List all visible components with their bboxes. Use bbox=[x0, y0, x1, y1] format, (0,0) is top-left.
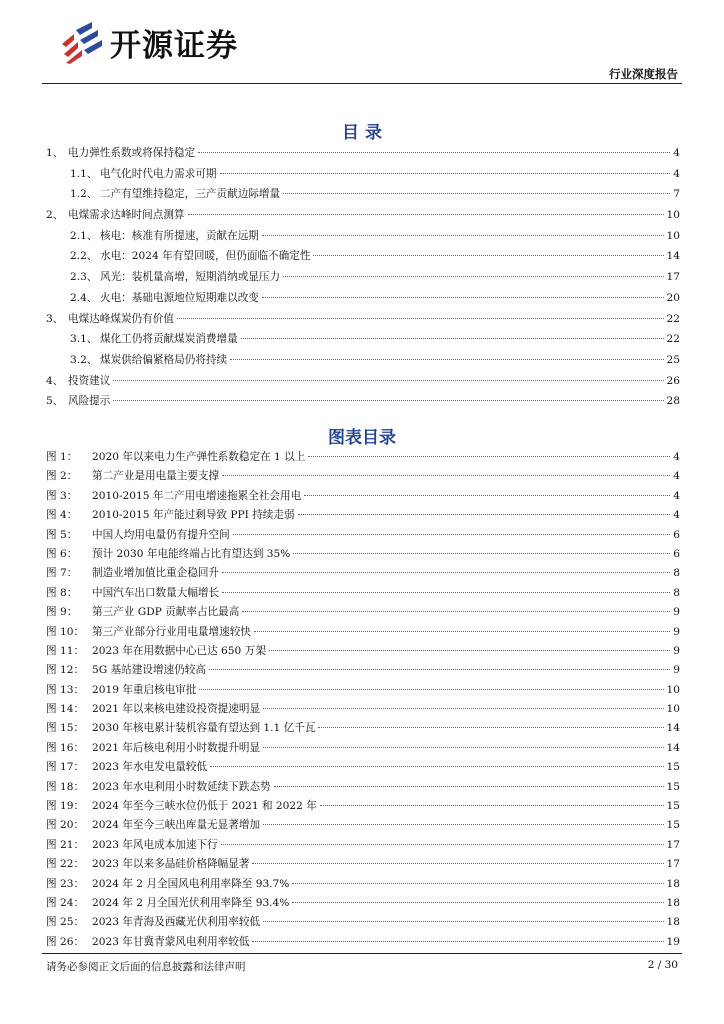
entry-label[interactable]: 第三产业 GDP 贡献率占比最高 bbox=[92, 606, 240, 619]
entry-label[interactable]: 第二产业是用电量主要支撑 bbox=[92, 470, 220, 483]
entry-page-number: 10 bbox=[666, 229, 680, 242]
dot-leader bbox=[262, 235, 664, 236]
entry-label[interactable]: 电煤达峰煤炭仍有价值 bbox=[68, 312, 174, 325]
dot-leader bbox=[113, 380, 663, 381]
entry-page-number: 18 bbox=[666, 916, 680, 929]
entry-page-number: 4 bbox=[673, 489, 680, 502]
entry-number: 图 15： bbox=[46, 722, 85, 735]
entry-number: 图 3： bbox=[46, 489, 78, 502]
figure-entry[interactable] bbox=[46, 895, 680, 914]
entry-label[interactable]: 2023 年水电利用小时数延续下跌态势 bbox=[92, 780, 271, 793]
dot-leader bbox=[242, 611, 670, 612]
logo-mark-icon bbox=[58, 20, 104, 64]
entry-number: 图 1： bbox=[46, 451, 78, 463]
entry-page-number: 14 bbox=[666, 722, 680, 735]
entry-label[interactable]: 2020 年以来电力生产弹性系数稳定在 1 以上 bbox=[92, 451, 306, 463]
figure-entry[interactable] bbox=[46, 682, 680, 701]
entry-number: 2.4、 bbox=[70, 291, 98, 304]
entry-number: 图 2： bbox=[46, 470, 78, 483]
entry-label[interactable]: 2023 年在用数据中心已达 650 万架 bbox=[92, 644, 266, 657]
entry-page-number: 18 bbox=[666, 896, 680, 909]
entry-page-number: 10 bbox=[666, 209, 680, 222]
entry-page-number: 17 bbox=[666, 858, 680, 871]
dot-leader bbox=[292, 902, 663, 903]
figure-entry[interactable] bbox=[46, 585, 680, 604]
toc-entry[interactable] bbox=[46, 248, 680, 269]
dot-leader bbox=[209, 669, 670, 670]
figure-entry[interactable] bbox=[46, 817, 680, 836]
entry-number: 图 12： bbox=[46, 664, 85, 677]
entry-label[interactable]: 5G 基站建设增速仍较高 bbox=[92, 664, 206, 677]
entry-label[interactable]: 电气化时代电力需求可期 bbox=[100, 167, 217, 180]
entry-number: 图 6： bbox=[46, 547, 78, 560]
dot-leader bbox=[283, 193, 670, 194]
entry-number: 3、 bbox=[46, 312, 64, 325]
entry-page-number: 4 bbox=[673, 167, 680, 180]
figure-entry[interactable] bbox=[46, 720, 680, 739]
dot-leader bbox=[269, 650, 670, 651]
dot-leader bbox=[188, 214, 664, 215]
entry-number: 1.1、 bbox=[70, 167, 98, 180]
entry-page-number: 25 bbox=[666, 353, 680, 366]
dot-leader bbox=[254, 631, 670, 632]
dot-leader bbox=[222, 572, 670, 573]
entry-label[interactable]: 2024 年至今三峡出库量无显著增加 bbox=[92, 819, 261, 832]
toc-entry[interactable] bbox=[46, 393, 680, 414]
entry-number: 1、 bbox=[46, 147, 64, 159]
entry-number: 图 7： bbox=[46, 567, 78, 580]
dot-leader bbox=[263, 824, 663, 825]
report-type-label: 行业深度报告 bbox=[609, 67, 678, 81]
figure-entry[interactable] bbox=[46, 507, 680, 526]
dot-leader bbox=[199, 689, 663, 690]
dot-leader bbox=[252, 941, 663, 942]
entry-label[interactable]: 中国汽车出口数量大幅增长 bbox=[92, 586, 220, 599]
figure-entry[interactable] bbox=[46, 488, 680, 507]
figure-entry[interactable] bbox=[46, 565, 680, 584]
entry-label[interactable]: 电煤需求达峰时间点测算 bbox=[68, 209, 185, 222]
entry-number: 图 20： bbox=[46, 819, 85, 832]
entry-label[interactable]: 2023 年以来多晶硅价格降幅显著 bbox=[92, 858, 250, 871]
entry-label[interactable]: 2021 年以来核电建设投资提速明显 bbox=[92, 703, 261, 716]
entry-number: 1.2、 bbox=[70, 188, 98, 201]
entry-page-number: 15 bbox=[666, 761, 680, 774]
toc-entry[interactable] bbox=[46, 186, 680, 207]
entry-number: 图 13： bbox=[46, 683, 85, 696]
figure-entry[interactable] bbox=[46, 914, 680, 933]
figure-entry[interactable] bbox=[46, 876, 680, 895]
figure-entry[interactable] bbox=[46, 856, 680, 875]
entry-page-number: 15 bbox=[666, 819, 680, 832]
entry-number: 图 21： bbox=[46, 838, 85, 851]
dot-leader bbox=[198, 152, 670, 153]
entry-number: 3.1、 bbox=[70, 333, 98, 346]
toc-entry[interactable] bbox=[46, 331, 680, 352]
entry-label[interactable]: 2023 年水电发电量较低 bbox=[92, 761, 208, 774]
dot-leader bbox=[233, 534, 671, 535]
entry-label[interactable]: 2024 年 2 月全国光伏利用率降至 93.4% bbox=[92, 896, 290, 909]
entry-label[interactable]: 2023 年青海及西藏光伏利用率较低 bbox=[92, 916, 261, 929]
entry-number: 3.2、 bbox=[70, 353, 98, 366]
dot-leader bbox=[220, 173, 671, 174]
entry-number: 图 19： bbox=[46, 800, 85, 813]
dot-leader bbox=[177, 318, 664, 319]
entry-page-number: 4 bbox=[673, 147, 680, 159]
dot-leader bbox=[313, 255, 663, 256]
figure-entry[interactable] bbox=[46, 798, 680, 817]
dot-leader bbox=[230, 359, 663, 360]
entry-number: 2.3、 bbox=[70, 271, 98, 284]
toc-entry[interactable] bbox=[46, 207, 680, 228]
dot-leader bbox=[318, 727, 663, 728]
figure-entry[interactable] bbox=[46, 837, 680, 856]
figure-entry[interactable] bbox=[46, 604, 680, 623]
entry-number: 图 18： bbox=[46, 780, 85, 793]
toc-entry[interactable] bbox=[46, 290, 680, 311]
entry-page-number: 4 bbox=[673, 451, 680, 463]
figure-entry[interactable] bbox=[46, 624, 680, 643]
dot-leader bbox=[222, 592, 670, 593]
toc-entry[interactable] bbox=[46, 311, 680, 332]
entry-label[interactable]: 风光：装机量高增，短期消纳或显压力 bbox=[100, 271, 281, 284]
dot-leader bbox=[320, 805, 664, 806]
figure-entry[interactable] bbox=[46, 934, 680, 953]
entry-number: 图 24： bbox=[46, 896, 85, 909]
entry-label[interactable]: 预计 2030 年电能终端占比有望达到 35% bbox=[92, 547, 291, 560]
dot-leader bbox=[210, 766, 663, 767]
dot-leader bbox=[241, 338, 664, 339]
entry-label[interactable]: 水电：2024 年有望回暖，但仍面临不确定性 bbox=[100, 250, 311, 263]
header-divider bbox=[42, 83, 682, 84]
entry-label[interactable]: 中国人均用电量仍有提升空间 bbox=[92, 528, 230, 541]
entry-number: 图 16： bbox=[46, 741, 85, 754]
logo-text: 开源证券 bbox=[110, 27, 238, 64]
entry-number: 图 4： bbox=[46, 509, 78, 522]
dot-leader bbox=[263, 747, 663, 748]
dot-leader bbox=[304, 495, 670, 496]
entry-page-number: 4 bbox=[673, 509, 680, 522]
entry-label[interactable]: 2010-2015 年产能过剩导致 PPI 持续走弱 bbox=[92, 509, 295, 522]
figure-entry[interactable] bbox=[46, 449, 680, 468]
entry-page-number: 10 bbox=[666, 683, 680, 696]
figure-entry[interactable] bbox=[46, 468, 680, 487]
dot-leader bbox=[263, 921, 663, 922]
entry-page-number: 9 bbox=[673, 606, 680, 619]
dot-leader bbox=[283, 276, 663, 277]
entry-page-number: 8 bbox=[673, 567, 680, 580]
entry-label[interactable]: 2024 年 2 月全国风电利用率降至 93.7% bbox=[92, 877, 290, 890]
entry-label[interactable]: 2030 年核电累计装机容量有望达到 1.1 亿千瓦 bbox=[92, 722, 316, 735]
figure-entry[interactable] bbox=[46, 759, 680, 778]
entry-number: 图 14： bbox=[46, 703, 85, 716]
entry-label[interactable]: 火电：基础电源地位短期难以改变 bbox=[100, 291, 259, 304]
entry-number: 图 23： bbox=[46, 877, 85, 890]
dot-leader bbox=[262, 297, 664, 298]
entry-label[interactable]: 制造业增加值比重企稳回升 bbox=[92, 567, 220, 580]
entry-page-number: 15 bbox=[666, 800, 680, 813]
entry-page-number: 9 bbox=[673, 644, 680, 657]
entry-number: 5、 bbox=[46, 395, 64, 408]
entry-page-number: 28 bbox=[666, 395, 680, 408]
entry-number: 图 22： bbox=[46, 858, 85, 871]
dot-leader bbox=[263, 708, 663, 709]
entry-number: 2.1、 bbox=[70, 229, 98, 242]
dot-leader bbox=[113, 400, 663, 401]
figure-entry[interactable] bbox=[46, 546, 680, 565]
company-logo bbox=[58, 20, 238, 64]
toc-entry[interactable] bbox=[46, 228, 680, 249]
figure-entry[interactable] bbox=[46, 701, 680, 720]
toc-entry[interactable] bbox=[46, 373, 680, 394]
dot-leader bbox=[293, 553, 670, 554]
entry-label[interactable]: 2023 年风电成本加速下行 bbox=[92, 838, 218, 851]
footer-page-number: 2 / 30 bbox=[647, 959, 678, 971]
entry-page-number: 7 bbox=[673, 188, 680, 201]
figure-entry[interactable] bbox=[46, 527, 680, 546]
entry-page-number: 26 bbox=[666, 374, 680, 387]
entry-number: 图 11： bbox=[46, 644, 85, 657]
dot-leader bbox=[298, 514, 671, 515]
entry-page-number: 22 bbox=[666, 312, 680, 325]
toc-entry[interactable] bbox=[46, 352, 680, 373]
figure-entry[interactable] bbox=[46, 662, 680, 681]
entry-page-number: 22 bbox=[666, 333, 680, 346]
footer-divider bbox=[42, 953, 682, 954]
entry-page-number: 9 bbox=[673, 664, 680, 677]
dot-leader bbox=[221, 844, 664, 845]
figure-list bbox=[46, 449, 680, 953]
entry-number: 图 5： bbox=[46, 528, 78, 541]
entry-page-number: 10 bbox=[666, 703, 680, 716]
dot-leader bbox=[308, 456, 670, 457]
table-of-contents bbox=[46, 145, 680, 414]
entry-page-number: 9 bbox=[673, 625, 680, 638]
toc-entry[interactable] bbox=[46, 269, 680, 290]
entry-label[interactable]: 电力弹性系数或将保持稳定 bbox=[68, 147, 196, 159]
entry-page-number: 19 bbox=[666, 935, 680, 948]
entry-label[interactable]: 投资建议 bbox=[68, 374, 111, 387]
entry-number: 4、 bbox=[46, 374, 64, 387]
entry-number: 图 25： bbox=[46, 916, 85, 929]
figure-entry[interactable] bbox=[46, 779, 680, 798]
entry-label[interactable]: 风险提示 bbox=[68, 395, 111, 408]
entry-page-number: 18 bbox=[666, 877, 680, 890]
dot-leader bbox=[274, 786, 664, 787]
entry-page-number: 14 bbox=[666, 250, 680, 263]
entry-page-number: 17 bbox=[666, 838, 680, 851]
toc-entry[interactable] bbox=[46, 166, 680, 187]
entry-label[interactable]: 2023 年甘冀青蒙风电利用率较低 bbox=[92, 935, 250, 948]
entry-number: 图 10： bbox=[46, 625, 85, 638]
entry-page-number: 14 bbox=[666, 741, 680, 754]
dot-leader bbox=[292, 883, 663, 884]
toc-title: 目 录 bbox=[342, 123, 382, 143]
entry-page-number: 6 bbox=[673, 528, 680, 541]
entry-label[interactable]: 2024 年至今三峡水位仍低于 2021 和 2022 年 bbox=[92, 800, 317, 813]
entry-label[interactable]: 2010-2015 年二产用电增速拖累全社会用电 bbox=[92, 489, 302, 502]
entry-label[interactable]: 2021 年后核电利用小时数提升明显 bbox=[92, 741, 261, 754]
entry-page-number: 6 bbox=[673, 547, 680, 560]
entry-number: 2.2、 bbox=[70, 250, 98, 263]
dot-leader bbox=[252, 863, 663, 864]
entry-page-number: 20 bbox=[666, 291, 680, 304]
entry-page-number: 17 bbox=[666, 271, 680, 284]
entry-label[interactable]: 2019 年重启核电审批 bbox=[92, 683, 197, 696]
figure-entry[interactable] bbox=[46, 740, 680, 759]
entry-label[interactable]: 二产有望维持稳定，三产贡献边际增量 bbox=[100, 188, 281, 201]
figure-list-title: 图表目录 bbox=[328, 428, 396, 448]
entry-number: 图 8： bbox=[46, 586, 78, 599]
entry-label[interactable]: 煤炭供给偏紧格局仍将持续 bbox=[100, 353, 228, 366]
entry-label[interactable]: 煤化工仍将贡献煤炭消费增量 bbox=[100, 333, 238, 346]
page-header bbox=[0, 0, 724, 80]
entry-number: 图 26： bbox=[46, 935, 85, 948]
entry-page-number: 8 bbox=[673, 586, 680, 599]
entry-number: 2、 bbox=[46, 209, 64, 222]
entry-number: 图 9： bbox=[46, 606, 78, 619]
toc-entry[interactable] bbox=[46, 145, 680, 166]
entry-page-number: 4 bbox=[673, 470, 680, 483]
entry-number: 图 17： bbox=[46, 761, 85, 774]
footer-disclaimer: 请务必参阅正文后面的信息披露和法律声明 bbox=[46, 961, 246, 973]
entry-page-number: 15 bbox=[666, 780, 680, 793]
dot-leader bbox=[222, 475, 670, 476]
entry-label[interactable]: 核电：核准有所提速，贡献在远期 bbox=[100, 229, 259, 242]
figure-entry[interactable] bbox=[46, 643, 680, 662]
entry-label[interactable]: 第三产业部分行业用电量增速较快 bbox=[92, 625, 251, 638]
